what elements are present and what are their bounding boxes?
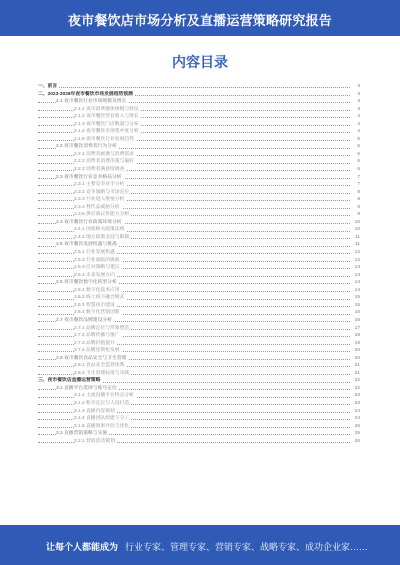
toc-entry-page: 17 — [350, 325, 360, 333]
toc-entry-text-container — [74, 249, 350, 257]
toc-entry-text-container — [74, 294, 350, 302]
toc-entry-text: 2.4 夜市餐饮行业政策环境分析 — [56, 219, 122, 225]
toc-entry-page: 4 — [350, 121, 360, 129]
toc-entry-text-container — [74, 158, 350, 166]
toc-entry-page: 5 — [350, 143, 360, 151]
toc-entry-text-container — [74, 136, 350, 144]
toc-entry[interactable] — [38, 279, 360, 287]
toc-entry-text: 2.1.3 夜市餐饮门店数量与分布 — [74, 121, 139, 127]
toc-entry[interactable] — [38, 287, 360, 295]
toc-entry[interactable] — [38, 325, 360, 333]
toc-entry[interactable] — [38, 143, 360, 151]
toc-entry-text-container — [74, 325, 350, 333]
toc-entry-text-container — [74, 370, 350, 378]
toc-entry-text-container — [74, 264, 350, 272]
toc-entry-text-container — [74, 196, 350, 204]
toc-entry-text-container — [38, 91, 350, 99]
toc-entry[interactable] — [38, 272, 360, 280]
toc-entry-page: 5 — [350, 151, 360, 159]
toc-entry-page: 8 — [350, 189, 360, 197]
toc-entry-text: 2.3.5 供应商议价能力分析 — [74, 212, 130, 218]
toc-entry-text-container — [38, 83, 350, 91]
toc-entry[interactable] — [38, 249, 360, 257]
toc-entry-text: 2.4.2 地方政策支持与限制 — [74, 234, 130, 240]
toc-entry-page: 20 — [350, 355, 360, 363]
toc-entry-page: 20 — [350, 347, 360, 355]
toc-entry[interactable] — [38, 355, 360, 363]
toc-entry-text-container — [74, 362, 350, 370]
toc-entry[interactable] — [38, 234, 360, 242]
toc-entry-text: 2.7 夜市餐饮品牌建设分析 — [56, 317, 112, 323]
toc-entry-page: 16 — [350, 309, 360, 317]
toc-entry-page: 15 — [350, 294, 360, 302]
toc-entry[interactable] — [38, 332, 360, 340]
toc-entry-page: 14 — [350, 279, 360, 287]
toc-entry-text: 3.1.1 主流直播平台特点分析 — [74, 393, 134, 399]
toc-entry-text: 2.7.4 品牌连锁化发展 — [74, 348, 120, 354]
toc-entry[interactable] — [38, 204, 360, 212]
toc-entry[interactable] — [38, 106, 360, 114]
toc-entry-page: 24 — [350, 408, 360, 416]
toc-entry-text: 2.8 夜市餐饮食品安全与卫生管理 — [56, 355, 127, 361]
toc-entry-text-container — [56, 279, 350, 287]
toc-entry[interactable] — [38, 415, 360, 423]
toc-entry[interactable] — [38, 91, 360, 99]
toc-entry-page: 13 — [350, 272, 360, 280]
toc-entry[interactable] — [38, 83, 360, 91]
toc-entry-text-container — [56, 219, 350, 227]
toc-entry-text-container — [74, 400, 350, 408]
toc-entry-text-container — [74, 128, 350, 136]
toc-entry-text: 2.5.4 未来发展方向 — [74, 272, 115, 278]
toc-entry[interactable] — [38, 128, 360, 136]
toc-entry-page: 6 — [350, 158, 360, 166]
toc-entry-text-container — [74, 415, 350, 423]
toc-entry-text: 二、2023-2028年夜市餐饮市场发展趋势预测 — [38, 91, 133, 97]
toc-entry[interactable] — [38, 430, 360, 438]
toc-entry[interactable] — [38, 113, 360, 121]
toc-entry-text: 2.7.1 品牌定位与形象塑造 — [74, 325, 130, 331]
toc-entry-text: 2.1 夜市餐饮行业市场规模及增长 — [56, 99, 127, 105]
toc-entry-text-container — [74, 332, 350, 340]
toc-entry-text-container — [74, 287, 350, 295]
page-header — [0, 0, 400, 36]
toc-entry-text: 2.1.2 夜市餐饮营业收入与增长 — [74, 114, 139, 120]
toc-entry[interactable] — [38, 98, 360, 106]
toc-entry[interactable] — [38, 121, 360, 129]
toc-entry[interactable] — [38, 392, 360, 400]
toc-entry-text-container — [74, 347, 350, 355]
toc-entry[interactable] — [38, 211, 360, 219]
toc-entry-page: 4 — [350, 128, 360, 136]
toc-entry-text: 3.2.1 营销活动策划 — [74, 438, 115, 444]
toc-entry[interactable] — [38, 241, 360, 249]
toc-entry-text: 2.3 夜市餐饮行业竞争格局分析 — [56, 174, 122, 180]
footer-slogan-left: 让每个人都能成为 — [46, 542, 119, 552]
toc-entry-page: 4 — [350, 113, 360, 121]
toc-entry-text: 2.7.3 品牌价值提升 — [74, 340, 115, 346]
toc-entry-page: 10 — [350, 226, 360, 234]
toc-entry-text-container — [74, 272, 350, 280]
toc-entry-text-container — [74, 121, 350, 129]
toc-entry[interactable] — [38, 166, 360, 174]
toc-entry[interactable] — [38, 174, 360, 182]
toc-entry-text: 2.3.3 行业进入壁垒分析 — [74, 197, 125, 203]
toc-entry[interactable] — [38, 347, 360, 355]
toc-entry[interactable] — [38, 181, 360, 189]
toc-entry-text-container — [74, 181, 350, 189]
toc-entry-text: 2.3.2 竞争策略与市场定位 — [74, 189, 130, 195]
toc-entry-page: 15 — [350, 302, 360, 310]
toc-entry-text-container — [56, 174, 350, 182]
toc-entry[interactable] — [38, 136, 360, 144]
toc-entry-text-container — [74, 309, 350, 317]
toc-entry-text-container — [74, 438, 350, 446]
toc-entry-text: 2.4.1 国家相关政策法规 — [74, 227, 125, 233]
toc-entry-text: 3.1.5 直播效果评估与优化 — [74, 423, 130, 429]
toc-entry-text: 2.6.1 数字化技术应用 — [74, 287, 120, 293]
toc-entry-page: 24 — [350, 415, 360, 423]
toc-entry-text-container — [56, 241, 350, 249]
toc-entry-page: 5 — [350, 136, 360, 144]
toc-entry-page: 9 — [350, 204, 360, 212]
toc-entry[interactable] — [38, 264, 360, 272]
footer-slogan-right: 行业专家、管理专家、营销专家、战略专家、成功企业家…… — [125, 542, 369, 552]
toc-entry-page: 22 — [350, 377, 360, 385]
toc-entry-page: 16 — [350, 317, 360, 325]
toc-entry-text-container — [56, 430, 350, 438]
toc-entry-text-container — [74, 189, 350, 197]
toc-entry-page: 12 — [350, 257, 360, 265]
toc-entry-text: 2.5 夜市餐饮发展机遇与挑战 — [56, 242, 117, 248]
toc-entry-text-container — [74, 257, 350, 265]
toc-entry-text-container — [74, 113, 350, 121]
toc-entry-text: 2.5.3 应对策略与建议 — [74, 265, 120, 271]
toc-entry-text: 2.8.1 食品安全监管体系 — [74, 363, 125, 369]
toc-entry[interactable] — [38, 302, 360, 310]
toc-entry-text: 2.1.1 夜市消费群体规模与特征 — [74, 106, 139, 112]
toc-entry-page: 3 — [350, 83, 360, 91]
toc-entry-page: 21 — [350, 362, 360, 370]
toc-entry-page: 3 — [350, 106, 360, 114]
toc-entry-text-container — [56, 385, 350, 393]
toc-entry[interactable] — [38, 385, 360, 393]
page-footer — [0, 525, 400, 565]
toc-entry-page: 11 — [350, 234, 360, 242]
toc-entry-text: 2.6 夜市餐饮数字化转型分析 — [56, 280, 117, 286]
toc-entry-text: 3.1 直播平台选择与账号定位 — [56, 385, 117, 391]
toc-entry-page: 7 — [350, 174, 360, 182]
toc-entry-page: 13 — [350, 264, 360, 272]
toc-entry-text: 2.3.4 替代品威胁分析 — [74, 204, 120, 210]
toc-entry[interactable] — [38, 370, 360, 378]
toc-entry-text: 2.6.4 数字化营销创新 — [74, 310, 120, 316]
toc-entry-text-container — [74, 211, 350, 219]
toc-entry[interactable] — [38, 151, 360, 159]
toc-entry[interactable] — [38, 226, 360, 234]
toc-entry-text: 2.5.2 行业面临的挑战 — [74, 257, 120, 263]
toc-entry[interactable] — [38, 400, 360, 408]
toc-entry-text-container — [56, 317, 350, 325]
toc-entry-text-container — [74, 151, 350, 159]
toc-entry-page: 6 — [350, 166, 360, 174]
toc-entry-page: 18 — [350, 332, 360, 340]
toc-entry-text: 2.6.3 智慧夜市建设 — [74, 302, 115, 308]
toc-entry-text: 2.7.2 品牌传播与推广 — [74, 333, 120, 339]
toc-entry[interactable] — [38, 196, 360, 204]
toc-entry-text: 2.1.5 夜市餐饮行业发展趋势 — [74, 136, 134, 142]
toc-entry-text-container — [74, 234, 350, 242]
toc-entry-page: 10 — [350, 219, 360, 227]
toc-entry-page: 3 — [350, 98, 360, 106]
toc-entry[interactable] — [38, 189, 360, 197]
toc-entry-page: 11 — [350, 241, 360, 249]
toc-entry-text: 3.1.3 直播内容规划 — [74, 408, 115, 414]
toc-entry-page: 23 — [350, 400, 360, 408]
toc-entry[interactable] — [38, 423, 360, 431]
toc-entry-text-container — [56, 98, 350, 106]
toc-entry-page: 25 — [350, 423, 360, 431]
toc-entry-text-container — [74, 166, 350, 174]
toc-entry-text: 2.5.1 行业发展机遇 — [74, 250, 115, 256]
toc-entry-text-container — [74, 204, 350, 212]
toc-entry-page: 7 — [350, 181, 360, 189]
toc-entry[interactable] — [38, 294, 360, 302]
toc-entry[interactable] — [38, 317, 360, 325]
toc-entry-text: 一、前言 — [38, 84, 58, 89]
toc-entry[interactable] — [38, 219, 360, 227]
toc-entry-page: 12 — [350, 249, 360, 257]
toc-entry-text: 3.1.4 直播团队组建与分工 — [74, 416, 130, 422]
toc-entry-text: 2.3.1 主要竞争对手分析 — [74, 182, 125, 188]
toc-entry-page: 9 — [350, 211, 360, 219]
toc-entry-page: 25 — [350, 430, 360, 438]
toc-title: 内容目录 — [172, 54, 228, 70]
toc-entry[interactable] — [38, 377, 360, 385]
toc-entry-page: 26 — [350, 438, 360, 446]
toc-entry[interactable] — [38, 340, 360, 348]
toc-entry-page: 22 — [350, 385, 360, 393]
toc-entry-text: 3.1.2 账号定位与人设打造 — [74, 400, 130, 406]
toc-entry-text-container — [74, 408, 350, 416]
toc-entry-text: 2.2.2 消费者消费决策与偏好 — [74, 159, 134, 165]
toc-entry-text: 3.2 直播营销策略与实施 — [56, 431, 108, 437]
toc-entry-text: 2.2.3 消费者满意度调查 — [74, 167, 125, 173]
toc-entry-text-container — [56, 355, 350, 363]
toc-entry-page: 14 — [350, 287, 360, 295]
toc-entry-text-container — [74, 226, 350, 234]
toc-entry[interactable] — [38, 362, 360, 370]
report-title: 夜市餐饮店市场分析及直播运营策略研究报告 — [67, 13, 332, 28]
toc-entry[interactable] — [38, 408, 360, 416]
toc-entry-page: 8 — [350, 196, 360, 204]
toc-entry[interactable] — [38, 158, 360, 166]
toc-entry-page: 23 — [350, 392, 360, 400]
toc-entry-page: 19 — [350, 340, 360, 348]
toc-entry-text-container — [74, 340, 350, 348]
table-of-contents — [38, 83, 360, 445]
toc-entry-text: 2.2 夜市餐饮消费者行为分析 — [56, 144, 117, 150]
toc-entry-text-container — [38, 377, 350, 385]
toc-entry[interactable] — [38, 257, 360, 265]
toc-entry-text: 2.2.1 消费者画像与消费需求 — [74, 151, 134, 157]
toc-entry[interactable] — [38, 309, 360, 317]
toc-entry-text-container — [74, 423, 350, 431]
toc-entry-text-container — [56, 143, 350, 151]
toc-entry-text: 三、夜市餐饮店直播运营策略 — [38, 378, 101, 384]
toc-entry-text-container — [74, 106, 350, 114]
toc-entry-text-container — [74, 392, 350, 400]
toc-entry-text: 2.1.4 夜市餐饮市场集中度分析 — [74, 129, 139, 135]
toc-entry-text-container — [74, 302, 350, 310]
toc-entry-page: 21 — [350, 370, 360, 378]
toc-entry-text: 2.6.2 线上线下融合模式 — [74, 295, 125, 301]
toc-entry[interactable] — [38, 438, 360, 446]
toc-entry-page: 3 — [350, 91, 360, 99]
toc-entry-text: 2.8.2 卫生管理标准与实践 — [74, 370, 130, 376]
